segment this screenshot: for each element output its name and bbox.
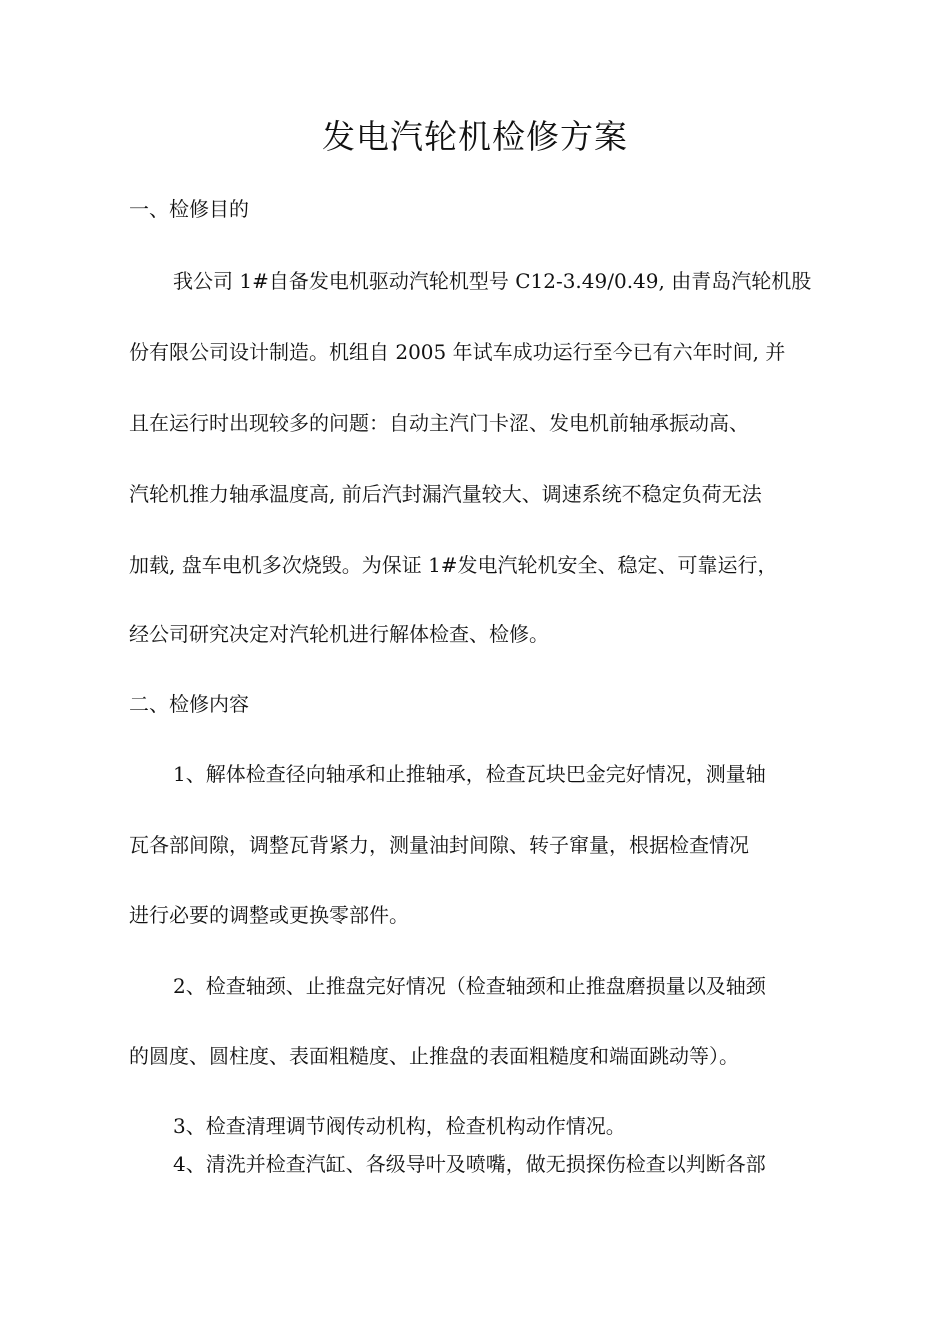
list-item-line: 的圆度、圆柱度、表面粗糙度、止推盘的表面粗糙度和端面跳动等）。 <box>129 1044 739 1068</box>
paragraph-line: 经公司研究决定对汽轮机进行解体检查、检修。 <box>129 622 549 646</box>
paragraph-line: 我公司 1#自备发电机驱动汽轮机型号 C12-3.49/0.49, 由青岛汽轮机股 <box>173 269 812 293</box>
document-title: 发电汽轮机检修方案 <box>322 117 628 156</box>
paragraph-line: 份有限公司设计制造。机组自 2005 年试车成功运行至今已有六年时间, 并 <box>129 340 786 364</box>
list-item-line: 4、清洗并检查汽缸、各级导叶及喷嘴，做无损探伤检查以判断各部 <box>173 1152 766 1176</box>
list-item-line: 进行必要的调整或更换零部件。 <box>129 903 409 927</box>
list-item-line: 1、解体检查径向轴承和止推轴承，检查瓦块巴金完好情况，测量轴 <box>173 762 766 786</box>
list-item-line: 3、检查清理调节阀传动机构，检查机构动作情况。 <box>173 1114 626 1138</box>
section-heading-content: 二、检修内容 <box>129 692 249 716</box>
list-item-line: 瓦各部间隙，调整瓦背紧力，测量油封间隙、转子窜量，根据检查情况 <box>129 833 749 857</box>
list-item-line: 2、检查轴颈、止推盘完好情况（检查轴颈和止推盘磨损量以及轴颈 <box>173 974 766 998</box>
paragraph-line: 汽轮机推力轴承温度高, 前后汽封漏汽量较大、调速系统不稳定负荷无法 <box>129 482 762 506</box>
paragraph-line: 且在运行时出现较多的问题：自动主汽门卡涩、发电机前轴承振动高、 <box>129 411 749 435</box>
section-heading-purpose: 一、检修目的 <box>129 197 249 221</box>
paragraph-line: 加载, 盘车电机多次烧毁。为保证 1#发电汽轮机安全、稳定、可靠运行， <box>129 553 778 577</box>
